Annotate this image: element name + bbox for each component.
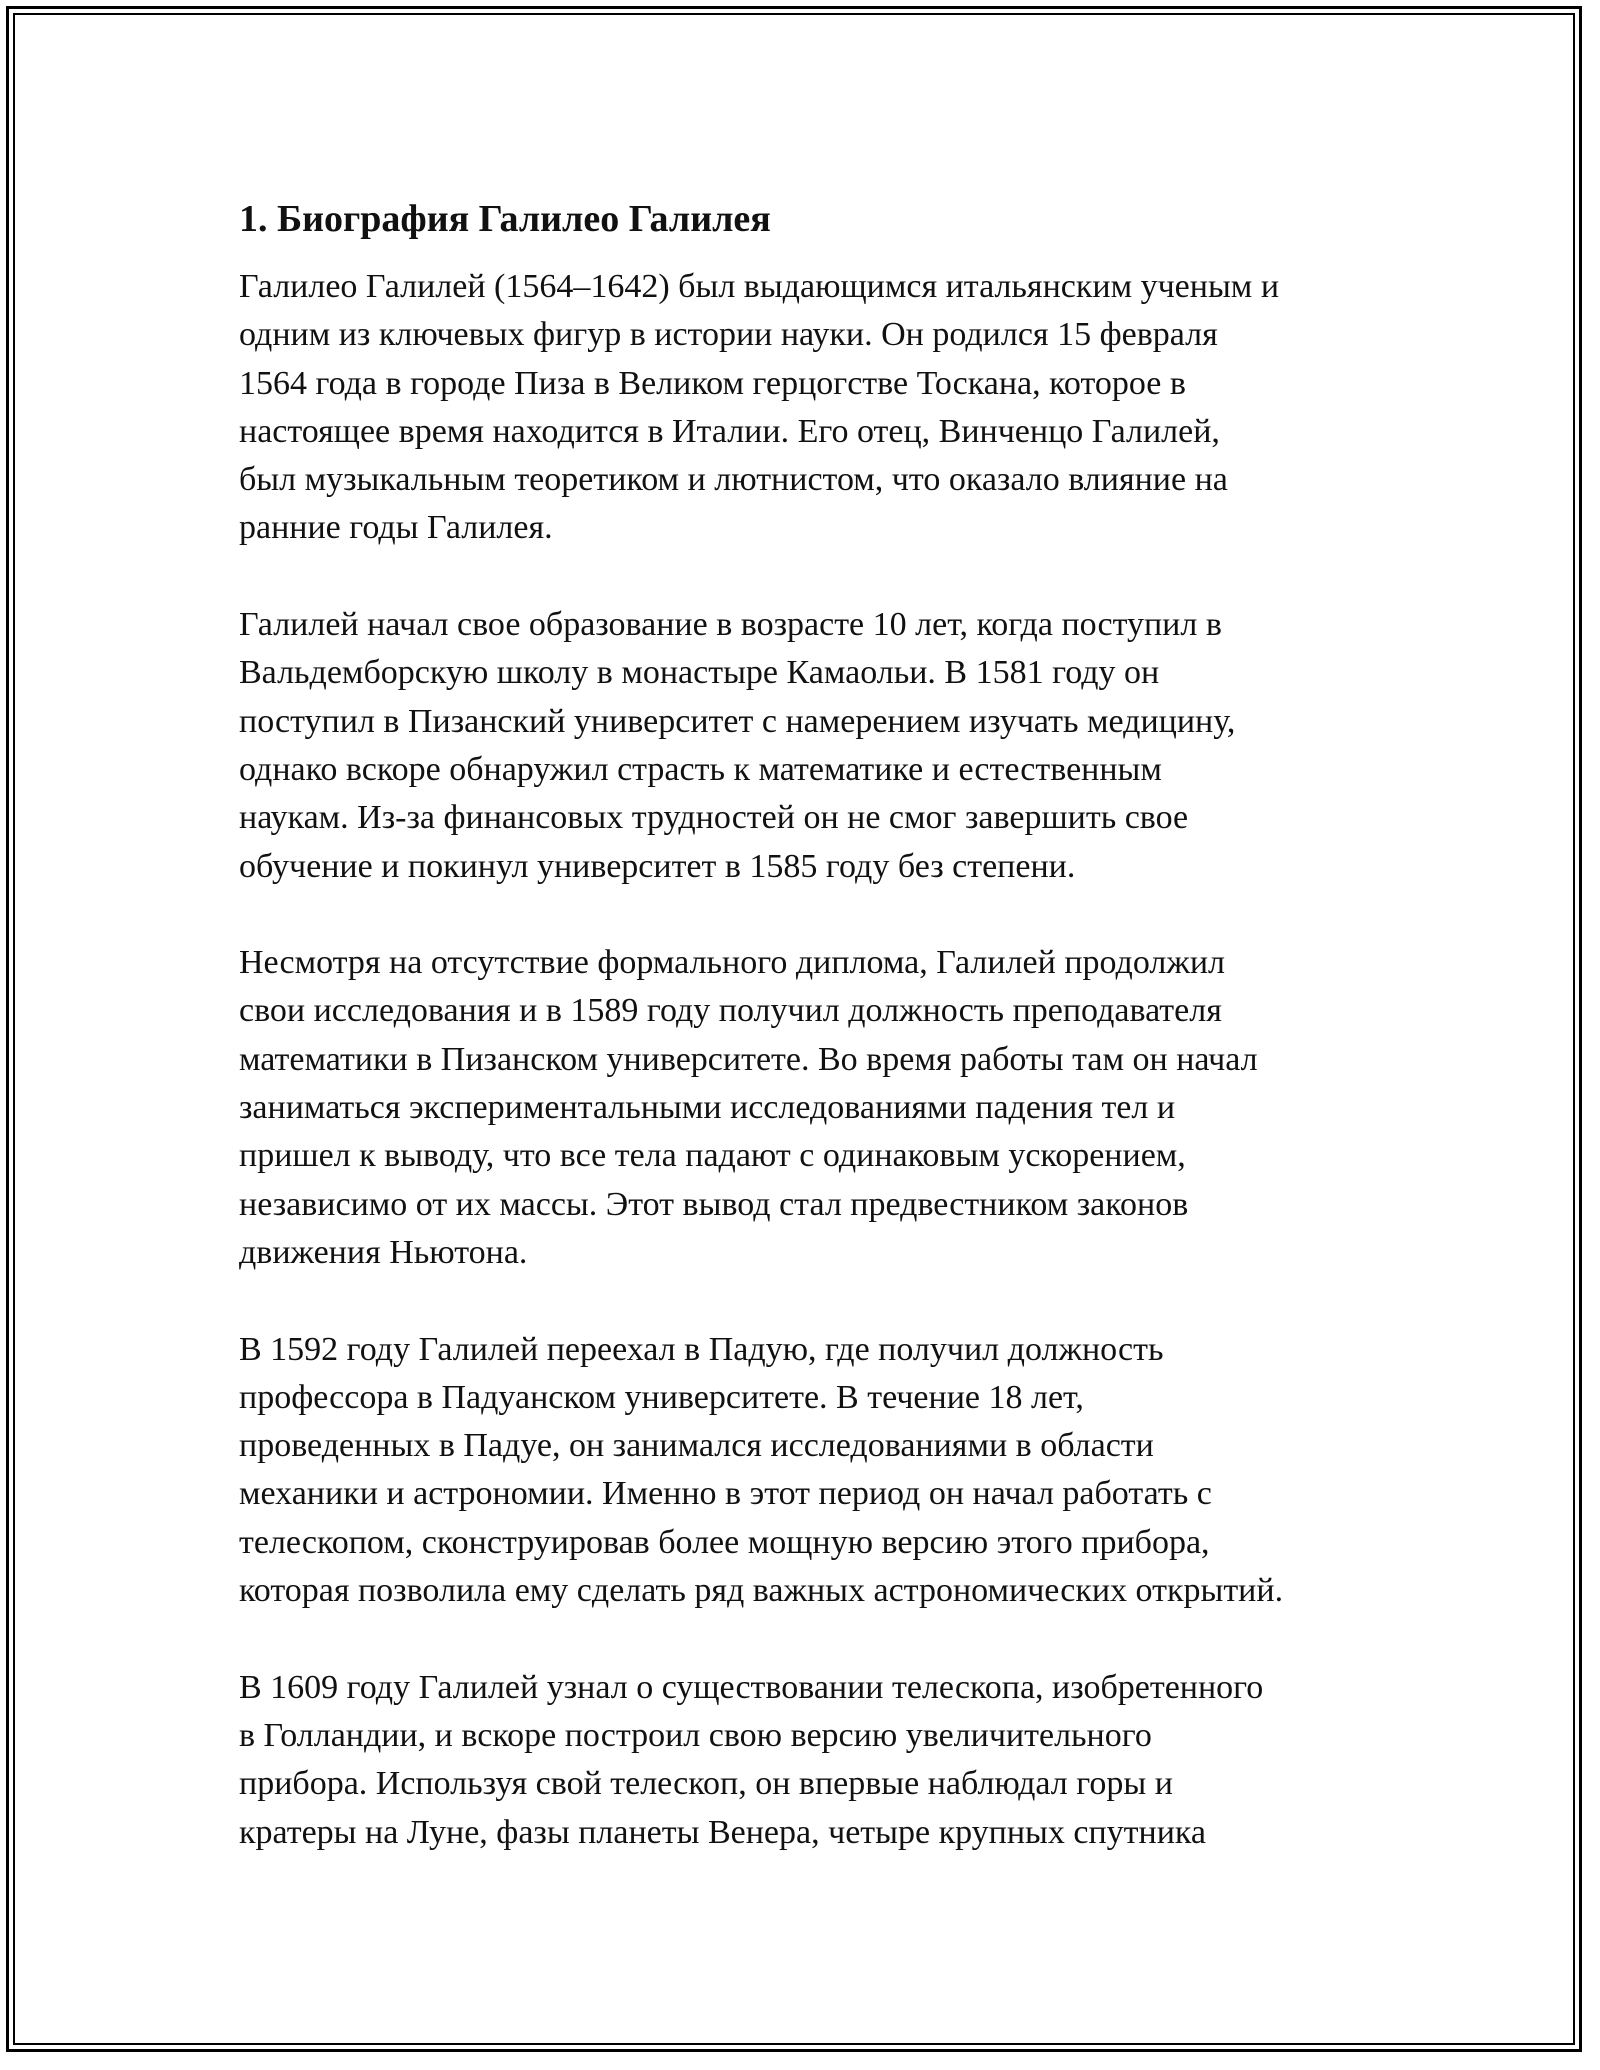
text-line: заниматься экспериментальными исследованиями падения тел и bbox=[239, 1089, 1176, 1127]
text-line: которая позволила ему сделать ряд важных астрономических открытий. bbox=[239, 1572, 1284, 1610]
text-line: в Голландии, и вскоре построил свою версию увеличительного bbox=[239, 1716, 1152, 1754]
text-line: одним из ключевых фигур в истории науки. Он родился 15 февраля bbox=[239, 316, 1218, 354]
text-line: 1564 года в городе Пиза в Великом герцогстве Тоскана, которое в bbox=[239, 364, 1186, 402]
page-frame bbox=[6, 6, 1582, 2052]
text-line: свои исследования и в 1589 году получил должность преподавателя bbox=[239, 992, 1222, 1030]
paragraph-4 bbox=[239, 1326, 1399, 1616]
text-line: ранние годы Галилея. bbox=[239, 509, 553, 547]
text-line: Вальдемборскую школу в монастыре Камаольи. В 1581 году он bbox=[239, 654, 1160, 692]
text-line: движения Ньютона. bbox=[239, 1233, 528, 1271]
document-body bbox=[239, 195, 1399, 1905]
text-line: кратеры на Луне, фазы планеты Венера, четыре крупных спутника bbox=[239, 1813, 1207, 1851]
paragraph-5 bbox=[239, 1664, 1399, 1857]
paragraph-3 bbox=[239, 939, 1399, 1277]
text-line: однако вскоре обнаружил страсть к математике и естественным bbox=[239, 750, 1162, 788]
text-line: Несмотря на отсутствие формального диплома, Галилей продолжил bbox=[239, 944, 1226, 982]
text-line: наукам. Из-за финансовых трудностей он не смог завершить свое bbox=[239, 799, 1189, 837]
paragraph-1 bbox=[239, 263, 1399, 553]
text-line: механики и астрономии. Именно в этот период он начал работать с bbox=[239, 1475, 1212, 1513]
text-line: проведенных в Падуе, он занимался исследованиями в области bbox=[239, 1427, 1154, 1465]
text-line: был музыкальным теоретиком и лютнистом, что оказало влияние на bbox=[239, 461, 1228, 499]
text-line: В 1592 году Галилей переехал в Падую, где получил должность bbox=[239, 1330, 1164, 1368]
text-line: Галилей начал свое образование в возрасте 10 лет, когда поступил в bbox=[239, 606, 1222, 644]
text-line: поступил в Пизанский университет с намерением изучать медицину, bbox=[239, 702, 1236, 740]
text-line: математики в Пизанском университете. Во время работы там он начал bbox=[239, 1040, 1258, 1078]
text-line: профессора в Падуанском университете. В течение 18 лет, bbox=[239, 1378, 1084, 1416]
text-line: Галилео Галилей (1564–1642) был выдающимся итальянским ученым и bbox=[239, 268, 1280, 305]
text-line: телескопом, сконструировав более мощную версию этого прибора, bbox=[239, 1523, 1210, 1561]
text-line: пришел к выводу, что все тела падают с одинаковым ускорением, bbox=[239, 1137, 1186, 1175]
text-line: прибора. Используя свой телескоп, он впервые наблюдал горы и bbox=[239, 1765, 1173, 1803]
section-title: 1. Биография Галилео Галилея bbox=[239, 198, 771, 240]
text-line: обучение и покинул университет в 1585 году без степени. bbox=[239, 847, 1076, 885]
text-line: независимо от их массы. Этот вывод стал предвестником законов bbox=[239, 1185, 1189, 1223]
text-line: В 1609 году Галилей узнал о существовании телескопа, изобретенного bbox=[239, 1668, 1264, 1706]
paragraph-2 bbox=[239, 601, 1399, 891]
text-line: настоящее время находится в Италии. Его отец, Винченцо Галилей, bbox=[239, 412, 1220, 450]
